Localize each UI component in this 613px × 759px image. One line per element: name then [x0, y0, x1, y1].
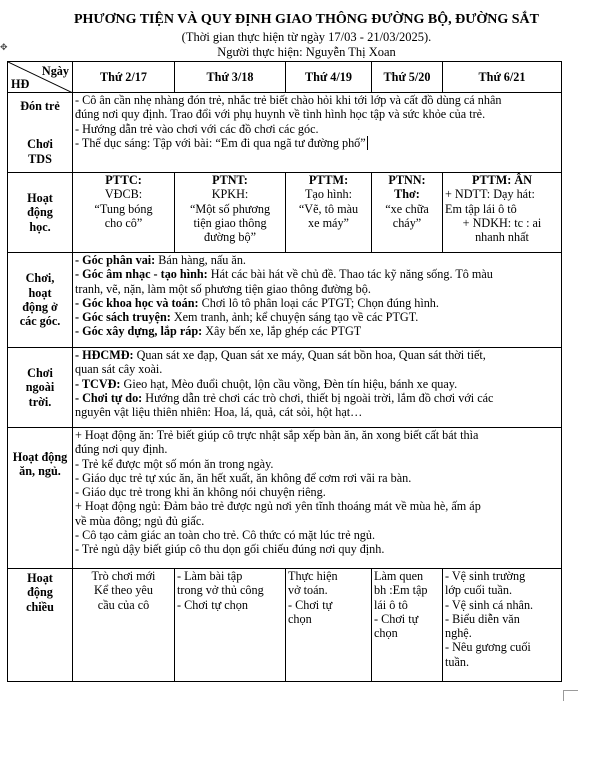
- table-move-handle-icon[interactable]: ✥: [0, 42, 8, 52]
- row-choi-ngoai-troi: [8, 348, 562, 428]
- lesson-thu: PTNN: Thơ: “xe chữa cháy”: [372, 173, 443, 253]
- table-header-row: [8, 62, 562, 93]
- afternoon-fri: - Vệ sinh trường lớp cuối tuần. - Vệ sinh cá nhân. - Biểu diễn văn nghệ. - Nêu gương cuối tuần.: [443, 569, 562, 682]
- page-title: PHƯƠNG TIỆN VÀ QUY ĐỊNH GIAO THÔNG ĐƯỜNG BỘ, ĐƯỜNG SẮT: [73, 12, 540, 27]
- row-label: Đón trẻ Chơi TDS: [8, 93, 73, 173]
- row-don-tre: [8, 93, 562, 173]
- an-ngu-content: + Hoạt động ăn: Trẻ biết giúp cô trực nhật sắp xếp bàn ăn, ăn xong biết cất bát thìa đúng nơi quy định. - Trẻ kể được một số món ăn trong ngày. - Giáo dục trẻ tự xúc ăn, ăn hết xuất, ăn không để cơm rơi vãi ra bàn. - Giáo dục trẻ trong khi ăn không nói chuyện riêng. + Hoạt động ngủ: Đảm bảo trẻ được ngủ nơi yên tĩnh thoáng mát về mùa hè, ấm áp về mùa đông; ngủ đủ giấc. - Cô tạo cảm giác an toàn cho trẻ. Cô thức có mặt lúc trẻ ngủ. - Trẻ ngủ dậy biết giúp cô thu dọn gối chiếu đúng nơi quy định.: [73, 428, 562, 569]
- row-choi-goc: [8, 253, 562, 348]
- row-label: Hoạt động chiều: [8, 569, 73, 682]
- afternoon-wed: Thực hiện vở toán. - Chơi tự chọn: [286, 569, 372, 682]
- row-label: Chơi ngoài trời.: [8, 348, 73, 428]
- day-header: Thứ 6/21: [443, 62, 562, 93]
- text-cursor-line[interactable]: - Thể dục sáng: Tập với bài: “Em đi qua ngã tư đường phố”: [75, 135, 366, 150]
- page-corner-mark: [563, 690, 578, 701]
- row-label: Hoạt động ăn, ngủ.: [8, 428, 73, 569]
- row-an-ngu: [8, 428, 562, 569]
- row-hoat-dong-hoc: [8, 173, 562, 253]
- corner-cell: [8, 62, 73, 93]
- schedule-table: [7, 61, 562, 682]
- corner-label-top: Ngày: [41, 64, 69, 78]
- lesson-wed: PTTM: Tạo hình: “Vẽ, tô màu xe máy”: [286, 173, 372, 253]
- afternoon-mon: Trò chơi mới Kể theo yêu cầu của cô: [73, 569, 175, 682]
- lesson-tue: PTNT: KPKH: “Một số phương tiện giao thông đường bộ”: [175, 173, 286, 253]
- row-label: Chơi, hoạt động ở các góc.: [8, 253, 73, 348]
- lesson-fri: PTTM: ÂN + NDTT: Dạy hát: Em tập lái ô tô + NDKH: tc : ai nhanh nhất: [443, 173, 562, 253]
- choi-ngoai-troi-content: - HĐCMĐ: Quan sát xe đạp, Quan sát xe máy, Quan sát bồn hoa, Quan sát thời tiết, quan sát cây xoài. - TCVĐ: Gieo hạt, Mèo đuổi chuột, lộn cầu vồng, Đèn tín hiệu, bánh xe quay. - Chơi tự do: Hướng dẫn trẻ chơi các trò chơi, thiết bị ngoài trời, lắm đồ chơi với các nguyên vật liệu thiên nhiên: Hoa, lá, quả, cát sỏi, hột hạt…: [73, 348, 562, 428]
- afternoon-thu: Làm quen bh :Em tập lái ô tô - Chơi tự chọn: [372, 569, 443, 682]
- day-header: Thứ 5/20: [372, 62, 443, 93]
- lesson-mon: PTTC: VĐCB: “Tung bóng cho cô”: [73, 173, 175, 253]
- corner-label-bottom: HĐ: [11, 76, 30, 91]
- period-text: (Thời gian thực hiện từ ngày 17/03 - 21/03/2025).: [181, 30, 432, 44]
- row-chieu: [8, 569, 562, 682]
- don-tre-content: - Cô ân cần nhẹ nhàng đón trẻ, nhắc trẻ biết chào hỏi khi tới lớp và cất đồ dùng cá nhân đúng nơi quy định. Trao đổi với phụ huynh về tình hình học tập và sức khỏe của trẻ. - Hướng dẫn trẻ vào chơi với các đồ chơi các góc. - Thể dục sáng: Tập với bài: “Em đi qua ngã tư đường phố”: [73, 93, 562, 173]
- choi-goc-content: - Góc phân vai: Bán hàng, nấu ăn. - Góc âm nhạc - tạo hình: Hát các bài hát về chủ đề. Thao tác kỹ năng sống. Tô màu tranh, vẽ, nặn, làm một số phương tiện giao thông đường bộ. - Góc khoa học và toán: Chơi lô tô phân loại các PTGT; Chọn đúng hình. - Góc sách truyện: Xem tranh, ảnh; kể chuyện sáng tạo về các PTGT. - Góc xây dựng, lắp ráp: Xây bến xe, lắp ghép các PTGT: [73, 253, 562, 348]
- day-header: Thứ 4/19: [286, 62, 372, 93]
- author-text: Người thực hiện: Nguyễn Thị Xoan: [217, 45, 396, 59]
- day-header: Thứ 3/18: [175, 62, 286, 93]
- afternoon-tue: - Làm bài tập trong vở thủ công - Chơi tự chọn: [175, 569, 286, 682]
- day-header: Thứ 2/17: [73, 62, 175, 93]
- row-label: Hoạt động học.: [8, 173, 73, 253]
